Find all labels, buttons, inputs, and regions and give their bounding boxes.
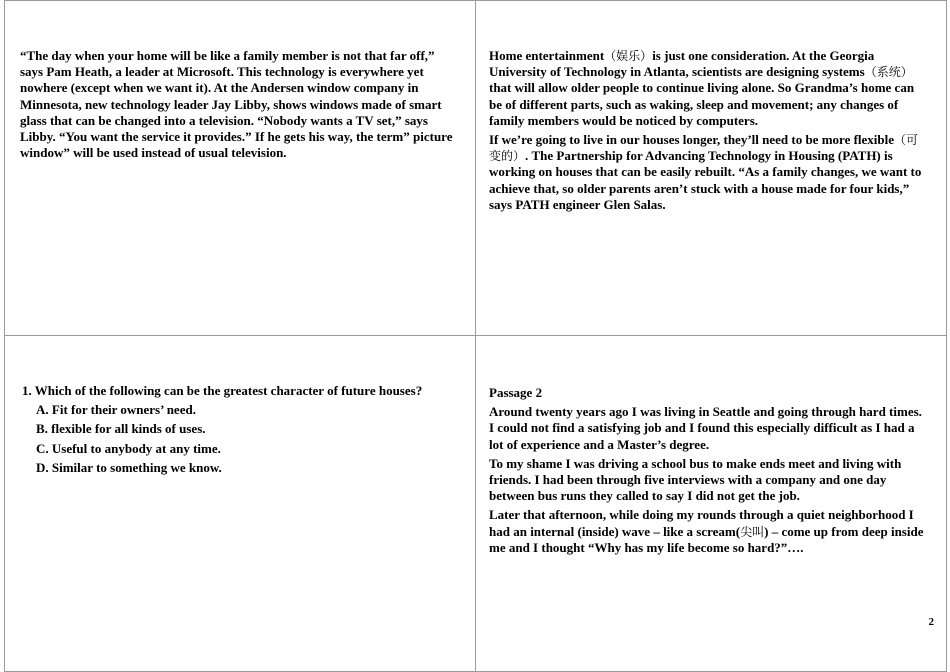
vertical-divider [475,0,476,672]
option-b: B. flexible for all kinds of uses. [36,421,206,437]
passage-2 [489,385,929,559]
passage-paragraph: “The day when your home will be like a family member is not that far off,” says Pam Heath, a leader at Microsoft. This technology is everywhere yet nowhere (except when we want it). At the Andersen window company in Minnesota, new technology leader Jay Libby, shows windows made of smart glass that can be changed into a television. “Nobody wants a TV set,” says Libby. “You want the service it provides.” If he gets his way, the term” picture window” will be used instead of usual television. [20,48,453,161]
option-d: D. Similar to something we know. [36,459,222,475]
chinese-gloss: （娱乐） [604,49,653,63]
chinese-gloss: 尖叫 [740,524,765,539]
option-a: A. Fit for their owners’ need. [36,402,196,418]
passage-paragraph: Later that afternoon, while doing my rounds through a quiet neighborhood I had an internal (inside) wave – like a scream(尖叫) – come up from deep inside me and I thought “Why has my life become so hard?”…. [489,507,924,555]
passage-paragraph: Around twenty years ago I was living in Seattle and going through hard times. I could not find a satisfying job and I found this especially difficult as I had a lot of experience and a Master’s degree. [489,404,922,452]
chinese-gloss: （系统） [864,65,913,80]
chinese-gloss: （可变的） [489,133,919,164]
top-right-passage [489,48,929,216]
flexible-houses-paragraph: If we’re going to live in our houses longer, they’ll need to be more flexible（可变的）. The Partnership for Advancing Technology in Housing (PATH) is working on houses that can be easily rebuilt. “As a family changes, we want to achieve that, so older parents aren’t stuck with a house made for four kids,” says PATH engineer Glen Salas. [489,132,922,212]
passage-paragraph: To my shame I was driving a school bus to make ends meet and living with friends. I had been through five interviews with a company and one day between bus runs they called to say I did not get the job. [489,455,902,504]
page-number: 2 [928,616,934,628]
passage-heading: Passage 2 [489,385,543,400]
question-block [22,383,462,479]
entertainment-paragraph: Home entertainment（娱乐）is just one consideration. At the Georgia University of Technology in Atlanta, scientists are designing systems（系统）that will allow older people to continue living alone. So Grandma’s home can be of different parts, such as waking, sleep and movement; any changes of family members would be noticed by computers. [489,48,915,128]
top-left-passage [20,48,460,164]
option-c: C. Useful to anybody at any time. [36,440,221,456]
horizontal-divider [4,335,946,336]
question-text: 1. Which of the following can be the greatest character of future houses? [22,383,423,398]
